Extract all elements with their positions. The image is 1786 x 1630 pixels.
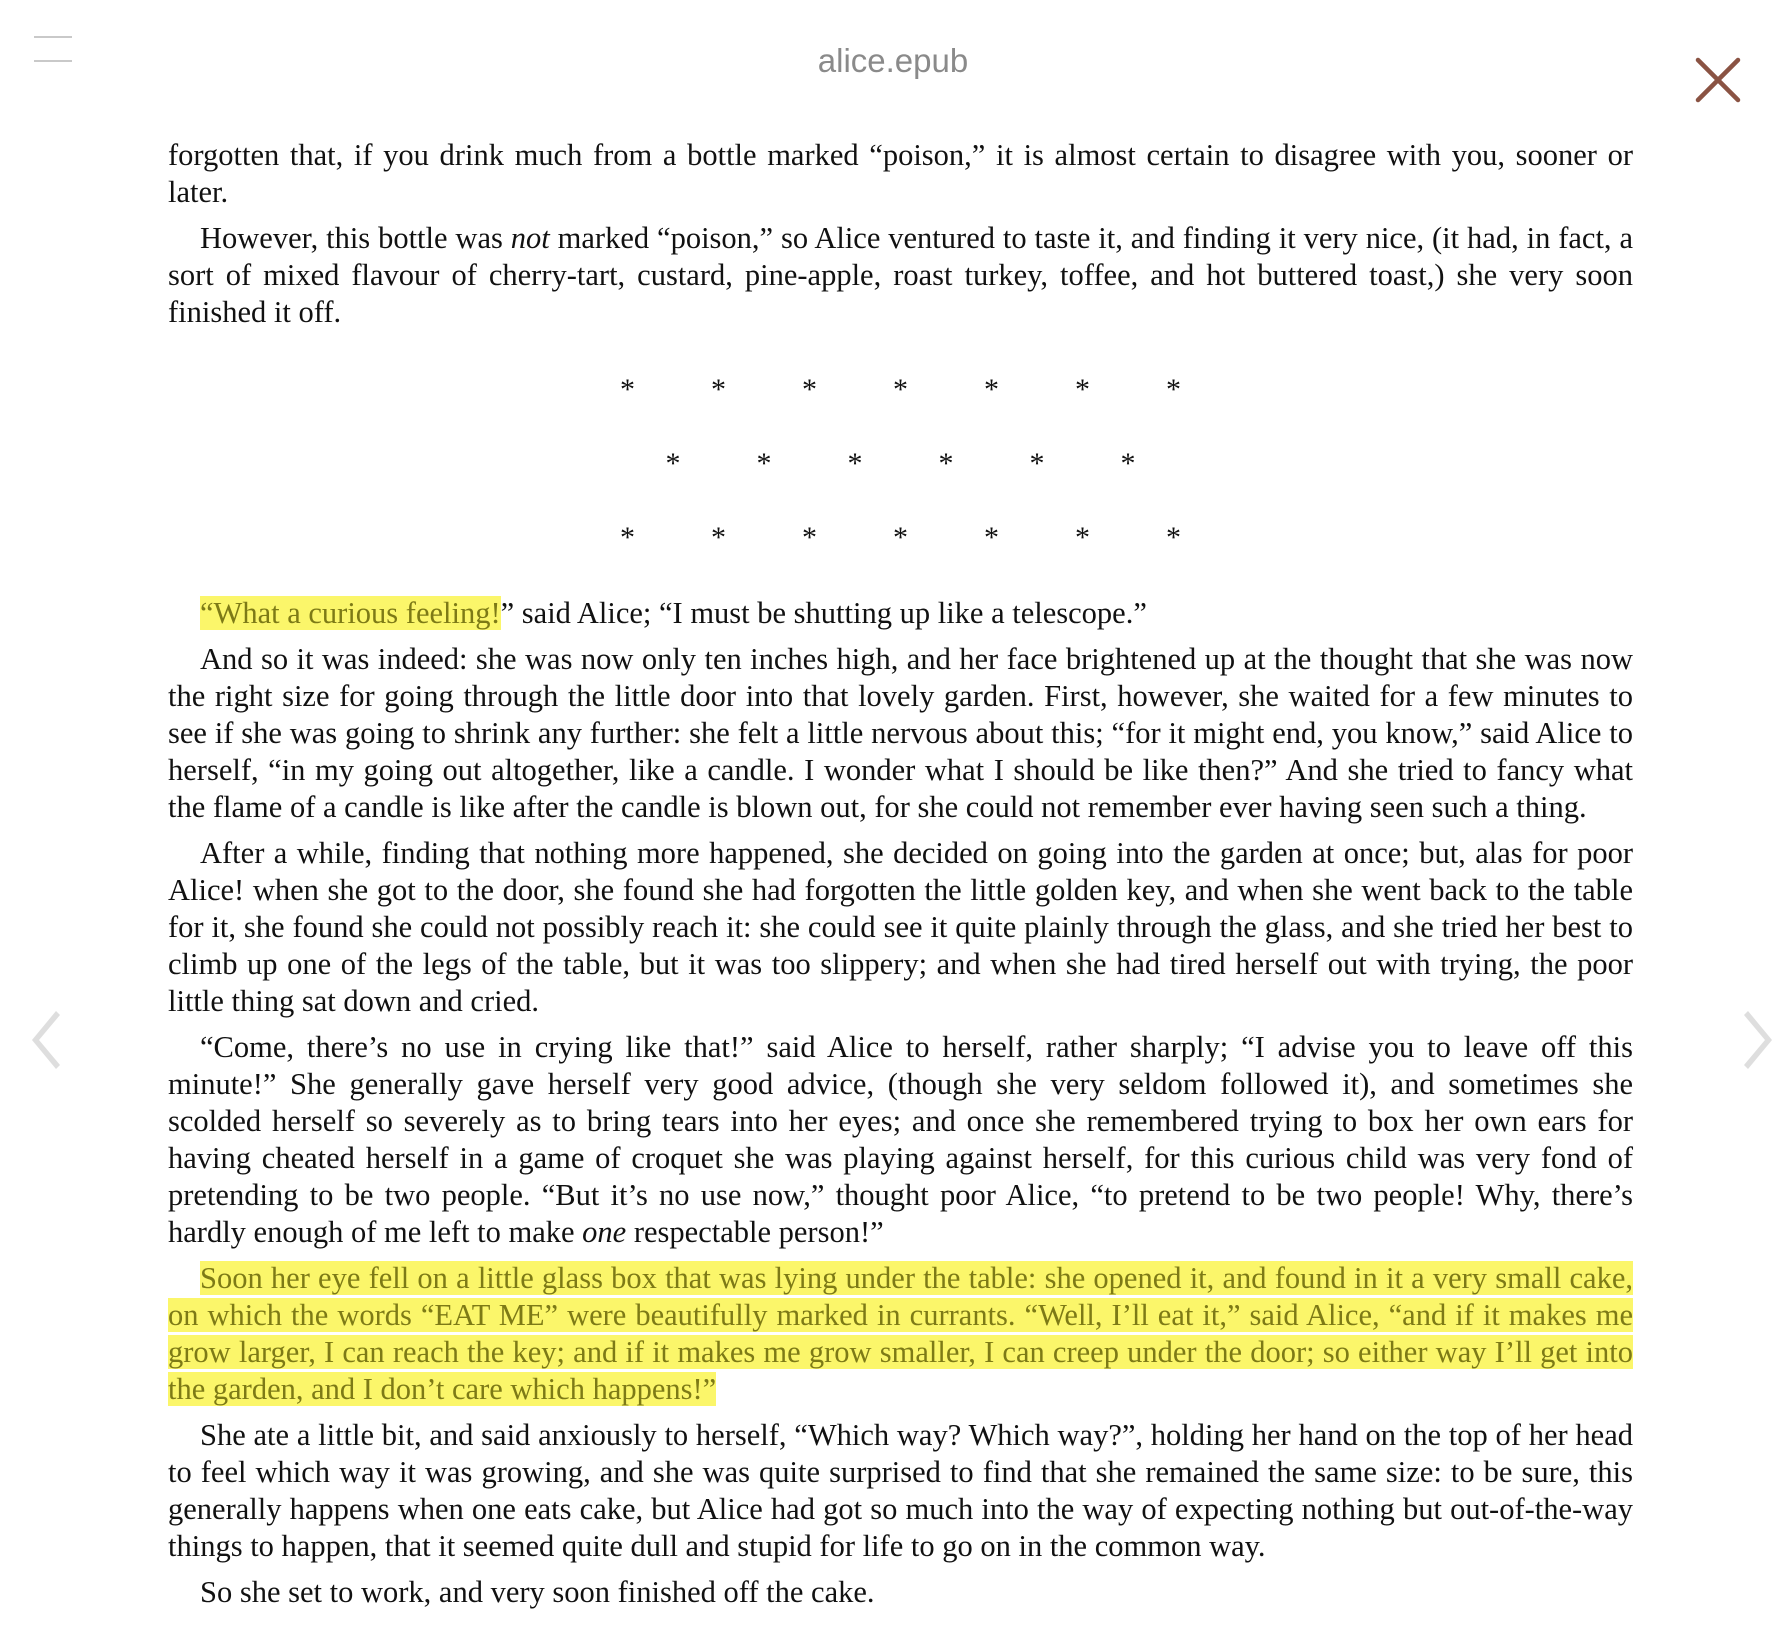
star: *	[893, 521, 908, 554]
star: *	[1166, 521, 1181, 554]
paragraph	[168, 220, 1633, 331]
menu-bar	[34, 36, 72, 38]
scene-break-stars	[168, 353, 1633, 427]
paragraph	[168, 595, 1633, 632]
paragraph: So she set to work, and very soon finished off the cake.	[200, 1575, 875, 1609]
paragraph: And so it was indeed: she was now only ten inches high, and her face brightened up at the thought that she was now the right size for going through the little door into that lovely garden. First, however, she waited for a few minutes to see if she was going to shrink any further: she felt a little nervous about this; “for it might end, you know,” said Alice to herself, “in my going out altogether, like a candle. I wonder what I should be like then?” And she tried to fancy what the flame of a candle is like after the candle is blown out, for she could not remember ever having seen such a thing.	[168, 642, 1633, 824]
star: *	[711, 373, 726, 406]
star: *	[893, 373, 908, 406]
book-title: alice.epub	[817, 42, 969, 79]
text-run: However, this bottle was	[200, 221, 511, 255]
chevron-right-icon[interactable]	[1736, 1005, 1780, 1075]
close-icon[interactable]	[1690, 52, 1746, 108]
star: *	[847, 447, 863, 480]
emphasis: one	[582, 1215, 627, 1249]
star: *	[1075, 373, 1090, 406]
text-run: respectable person!”	[626, 1215, 884, 1249]
star: *	[1029, 447, 1045, 480]
paragraph	[168, 1260, 1633, 1408]
star: *	[802, 373, 817, 406]
star: *	[938, 447, 954, 480]
star: *	[665, 447, 681, 480]
scene-break-stars	[168, 501, 1633, 575]
text-run: ” said Alice; “I must be shutting up like a telescope.”	[500, 596, 1147, 630]
star: *	[1075, 521, 1090, 554]
menu-icon[interactable]	[34, 36, 74, 66]
star: *	[620, 373, 635, 406]
reader-toolbar	[0, 0, 1786, 120]
emphasis: not	[510, 221, 550, 255]
star: *	[1166, 373, 1181, 406]
highlight[interactable]: “What a curious feeling!	[200, 596, 501, 630]
star: *	[1120, 447, 1136, 480]
star: *	[802, 521, 817, 554]
star: *	[984, 373, 999, 406]
paragraph: forgotten that, if you drink much from a bottle marked “poison,” it is almost certain to disagree with you, sooner or later.	[168, 138, 1633, 209]
star: *	[984, 521, 999, 554]
star: *	[756, 447, 772, 480]
book-content[interactable]	[168, 137, 1633, 1620]
star: *	[620, 521, 635, 554]
text-run: marked “poison,” so Alice ventured to taste it, and finding it very nice, (it had, in fact, a sort of mixed flavour of cherry-tart, custard, pine-apple, roast turkey, toffee, and hot buttered toast,) she very soon finished it off.	[168, 221, 1633, 329]
text-run: “Come, there’s no use in crying like that!” said Alice to herself, rather sharply; “I advise you to leave off this minute!” She generally gave herself very good advice, (though she very seldom followed it), and sometimes she scolded herself so severely as to bring tears into her eyes; and once she remembered trying to box her own ears for having cheated herself in a game of croquet she was playing against herself, for this curious child was very fond of pretending to be two people. “But it’s no use now,” thought poor Alice, “to pretend to be two people! Why, there’s hardly enough of me left to make	[168, 1030, 1633, 1249]
menu-bar	[34, 60, 72, 62]
star: *	[711, 521, 726, 554]
paragraph	[168, 1029, 1633, 1251]
paragraph: She ate a little bit, and said anxiously to herself, “Which way? Which way?”, holding her hand on the top of her head to feel which way it was growing, and she was quite surprised to find that she remained the same size: to be sure, this generally happens when one eats cake, but Alice had got so much into the way of expecting nothing but out-of-the-way things to happen, that it seemed quite dull and stupid for life to go on in the common way.	[168, 1418, 1633, 1563]
chevron-left-icon[interactable]	[24, 1005, 68, 1075]
paragraph: After a while, finding that nothing more happened, she decided on going into the garden at once; but, alas for poor Alice! when she got to the door, she found she had forgotten the little golden key, and when she went back to the table for it, she found she could not possibly reach it: she could see it quite plainly through the glass, and she tried her best to climb up one of the legs of the table, but it was too slippery; and when she had tired herself out with trying, the poor little thing sat down and cried.	[168, 836, 1633, 1018]
highlight[interactable]: Soon her eye fell on a little glass box that was lying under the table: she opened it, and found in it a very small cake, on which the words “EAT ME” were beautifully marked in currants. “Well, I’ll eat it,” said Alice, “and if it makes me grow larger, I can reach the key; and if it makes me grow smaller, I can creep under the door; so either way I’ll get into the garden, and I don’t care which happens!”	[168, 1261, 1633, 1406]
scene-break-stars	[168, 427, 1633, 501]
